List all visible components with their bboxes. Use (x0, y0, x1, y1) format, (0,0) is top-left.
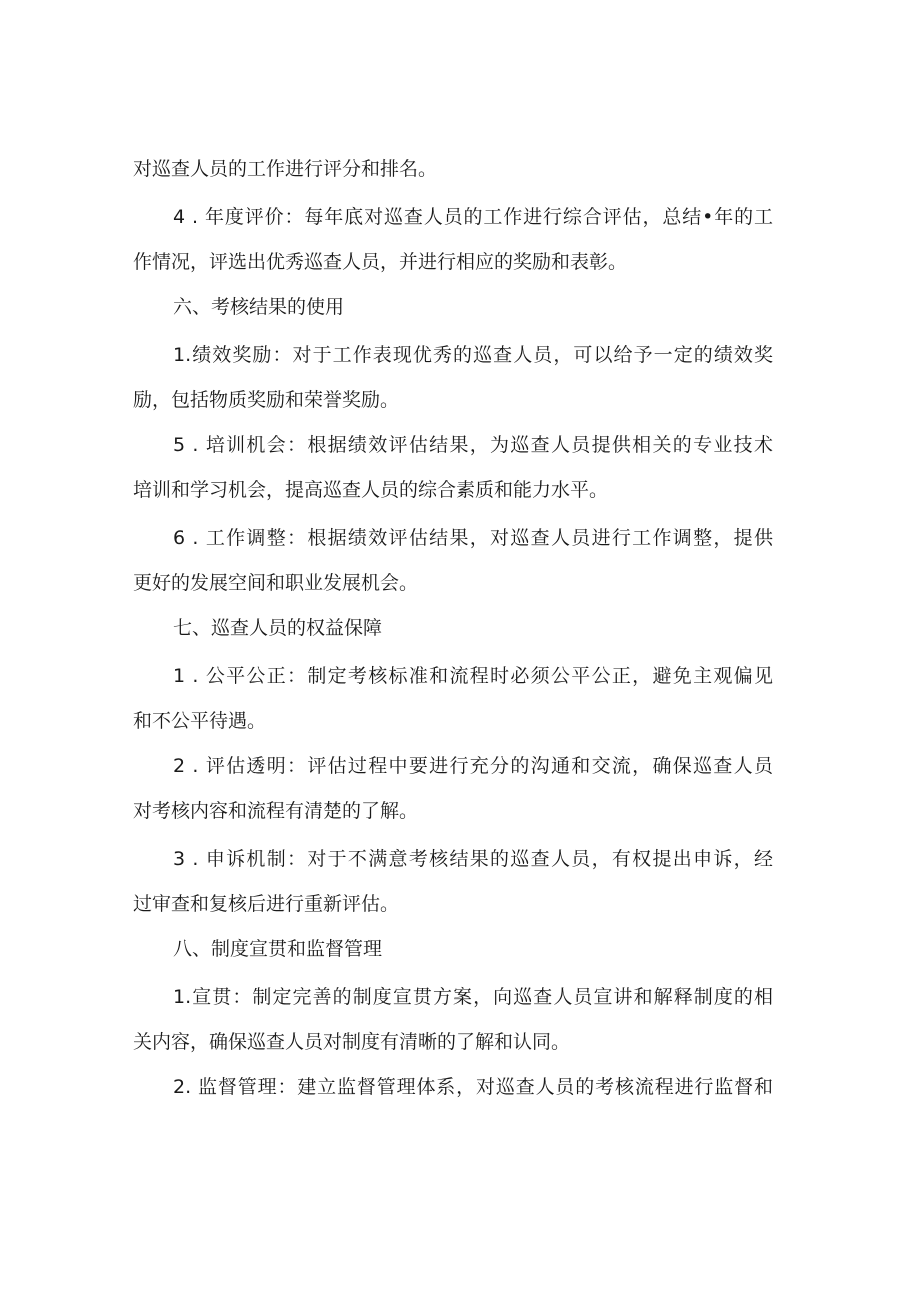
paragraph-line: 励，包括物质奖励和荣誉奖励。 (133, 389, 400, 411)
paragraph-line: 对巡查人员的工作进行评分和排名。 (133, 158, 438, 180)
paragraph-line: 5 . 培训机会：根据绩效评估结果，为巡查人员提供相关的专业技术 (173, 434, 773, 456)
paragraph-line: 和不公平待遇。 (133, 710, 267, 732)
paragraph-line: 2. 监督管理：建立监督管理体系，对巡查人员的考核流程进行监督和 (173, 1076, 773, 1098)
paragraph-line: 关内容，确保巡查人员对制度有清晰的了解和认同。 (133, 1031, 571, 1053)
paragraph-line: 作情况，评选出优秀巡查人员，并进行相应的奖励和表彰。 (133, 251, 628, 273)
paragraph-line: 1.绩效奖励：对于工作表现优秀的巡查人员，可以给予一定的绩效奖 (173, 344, 773, 366)
paragraph-line: 4 . 年度评价：每年底对巡查人员的工作进行综合评估，总结•年的工 (173, 206, 773, 228)
paragraph-line: 6 . 工作调整：根据绩效评估结果，对巡查人员进行工作调整，提供 (173, 527, 773, 549)
paragraph-line: 3 . 申诉机制：对于不满意考核结果的巡查人员，有权提出申诉，经 (173, 848, 773, 870)
paragraph-line: 过审查和复核后进行重新评估。 (133, 893, 400, 915)
section-heading: 八、制度宣贯和监督管理 (173, 938, 383, 960)
section-heading: 六、考核结果的使用 (173, 296, 345, 318)
paragraph-line: 1.宣贯：制定完善的制度宣贯方案，向巡查人员宣讲和解释制度的相 (173, 986, 773, 1008)
paragraph-line: 2 . 评估透明：评估过程中要进行充分的沟通和交流，确保巡查人员 (173, 755, 773, 777)
paragraph-line: 培训和学习机会，提高巡查人员的综合素质和能力水平。 (133, 479, 609, 501)
paragraph-line: 对考核内容和流程有清楚的了解。 (133, 800, 419, 822)
section-heading: 七、巡查人员的权益保障 (173, 617, 383, 639)
paragraph-line: 更好的发展空间和职业发展机会。 (133, 572, 419, 594)
paragraph-line: 1 . 公平公正：制定考核标准和流程时必须公平公正，避免主观偏见 (173, 665, 773, 687)
